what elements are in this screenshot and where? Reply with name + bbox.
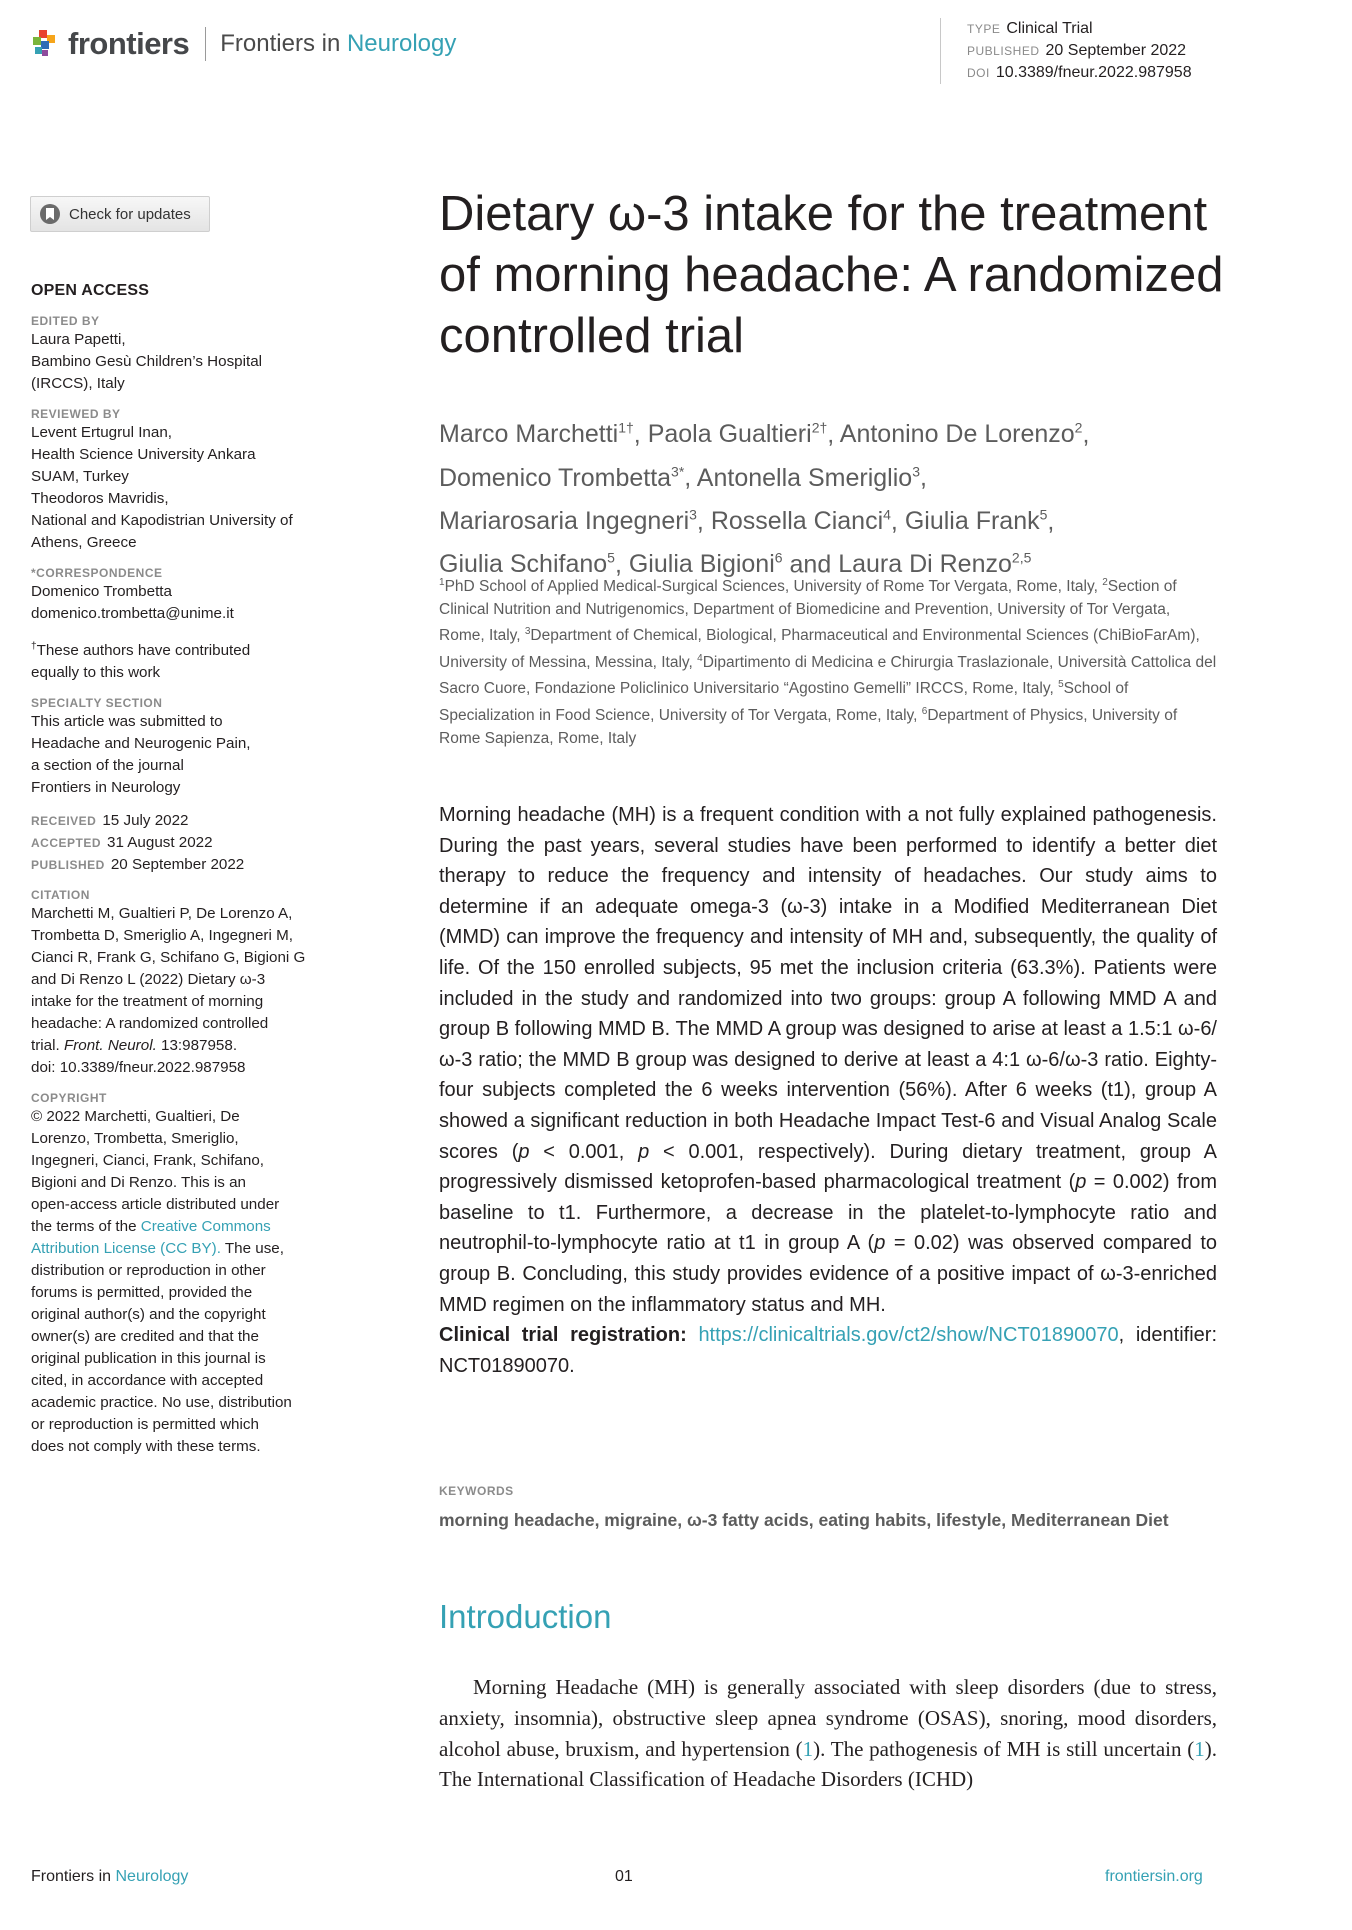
editor-line: (IRCCS), Italy (31, 375, 125, 392)
correspondence-section (31, 565, 351, 625)
sidebar (31, 280, 351, 1469)
reviewed-by-label: REVIEWED BY (31, 407, 121, 421)
introduction-text: Morning Headache (MH) is generally associated with sleep disorders (due to stress, anxiety, insomnia), obstructive sleep apnea syndrome (OSAS), snoring, mood disorders, alcohol abuse, bruxism, and hypertension (1). The pathogenesis of MH is still uncertain (1). The International Classification of Headache Disorders (ICHD) (439, 1675, 1217, 1792)
bookmark-refresh-icon (39, 203, 61, 225)
footer-journal[interactable]: Frontiers in Neurology (31, 1868, 189, 1885)
author[interactable]: Domenico Trombetta$^{3*}$ (439, 463, 685, 492)
correspondence-email[interactable]: domenico.trombetta@unime.it (31, 605, 234, 622)
reference-link[interactable]: 1 (802, 1736, 814, 1761)
reviewer-line: Health Science University Ankara (31, 446, 256, 463)
contribution-note: †These authors have contributed equally to this work (31, 641, 251, 682)
journal-header (30, 26, 456, 62)
author[interactable]: Paola Gualtieri$^{2\dagger}$ (647, 420, 828, 449)
copyright-section: COPYRIGHT © 2022 Marchetti, Gualtieri, De Lorenzo, Trombetta, Smeriglio, Ingegneri, Cianci, Frank, Schifano, Bigioni and Di Renzo. This is an open-access article distributed under the terms of the Creative Commons Attribution License (CC BY). The use, distribution or reproduction in other forums is permitted, provided the original author(s) and the copyright owner(s) are credited and that the original publication in this journal is cited, in accordance with accepted academic practice. No use, distribution or reproduction is permitted which does not comply with these terms. (31, 1090, 351, 1458)
reviewer-line: Levent Ertugrul Inan, (31, 424, 172, 441)
editor-line: Bambino Gesù Children’s Hospital (31, 353, 263, 370)
copyright-label: COPYRIGHT (31, 1091, 107, 1106)
reviewer-line: Theodoros Mavridis, (31, 490, 169, 507)
edited-by-section (31, 313, 351, 395)
specialty-section: SPECIALTY SECTION This article was submitted to Headache and Neurogenic Pain, a section of the journal Frontiers in Neurology (31, 695, 351, 799)
reviewer-line: SUAM, Turkey (31, 468, 129, 485)
keywords-label: KEYWORDS (439, 1484, 514, 1498)
author[interactable]: Antonino De Lorenzo$^2$ (839, 420, 1083, 449)
edited-by-label: EDITED BY (31, 314, 100, 328)
article-title: Dietary ω-3 intake for the treatment of morning headache: A randomized controlled trial (439, 187, 1224, 363)
author-list: Marco Marchetti$^{1\dagger}$, Paola Gualtieri$^{2\dagger}$, Antonino De Lorenzo$^2$, Domenico Trombetta$^{3*}$, Antonella Smeriglio$^3$, Mariarosaria Ingegneri$^3$, Rossella Cianci$^4$, Giulia Frank$^5$, Giulia Schifano$^5$, Giulia Bigioni$^6$ and Laura Di Renzo$^{2,5}$ (439, 420, 1090, 579)
author[interactable]: Marco Marchetti$^{1\dagger}$ (439, 420, 634, 449)
article-published: PUBLISHED 20 September 2022 (967, 42, 1187, 59)
keywords: morning headache, migraine, ω-3 fatty acids, eating habits, lifestyle, Mediterranean Diet (439, 1510, 1169, 1530)
frontiers-logo-text[interactable]: frontiers (68, 26, 190, 61)
journal-name[interactable]: Frontiers in Neurology (220, 30, 457, 57)
reviewer-line: National and Kapodistrian University of (31, 512, 293, 529)
author[interactable]: Giulia Schifano$^5$ (439, 549, 615, 579)
published-date: PUBLISHED 20 September 2022 (31, 856, 245, 874)
author[interactable]: Antonella Smeriglio$^3$ (696, 463, 920, 492)
cc-license-link[interactable]: Attribution License (CC BY). (31, 1240, 221, 1258)
open-access-label: OPEN ACCESS (31, 282, 150, 299)
author[interactable]: Giulia Frank$^5$ (904, 506, 1048, 535)
page-number: 01 (615, 1868, 633, 1885)
citation-label: CITATION (31, 888, 90, 903)
specialty-label: SPECIALTY SECTION (31, 696, 163, 711)
abstract: Morning headache (MH) is a frequent condition with a not fully explained pathogenesis. During the past years, several studies have been performed to identify a better diet therapy to reduce the frequency and intensity of headaches. Our study aims to determine if an adequate omega-3 (ω-3) intake in a Modified Mediterranean Diet (MMD) can improve the frequency and intensity of MH and, subsequently, the quality of life. Of the 150 enrolled subjects, 95 met the inclusion criteria (63.3%). Patients were included in the study and randomized into two groups: group A following MMD A and group B following MMD B. The MMD A group was designed to arise at least a 1.5:1 ω-6/ω-3 ratio; the MMD B group was designed to derive at least a 4:1 ω-6/ω-3 ratio. Eighty-four subjects completed the 6 weeks intervention (56%). After 6 weeks (t1), group A showed a significant reduction in both Headache Impact Test-6 and Visual Analog Scale scores (p < 0.001, p < 0.001, respectively). During dietary treatment, group A progressively dismissed ketoprofen-based pharmacological treatment (p = 0.002) from baseline to t1. Furthermore, a decrease in the platelet-to-lymphocyte ratio and neutrophil-to-lymphocyte ratio at t1 in group A (p = 0.02) was observed compared to group B. Concluding, this study provides evidence of a positive impact of ω-3-enriched MMD regimen on the inflammatory status and MH. Clinical trial registration: https://clinicaltrials.gov/ct2/show/NCT01890070, identifier: NCT01890070. (439, 804, 1218, 1377)
dates-section (31, 810, 351, 876)
article-meta (940, 18, 1192, 84)
frontiers-logo-icon (30, 29, 60, 59)
citation-doi[interactable]: doi: 10.3389/fneur.2022.987958 (31, 1059, 246, 1077)
author[interactable]: Mariarosaria Ingegneri$^3$ (439, 506, 697, 535)
correspondence-label: *CORRESPONDENCE (31, 566, 163, 580)
cc-license-link[interactable]: Creative Commons (140, 1218, 271, 1236)
author[interactable]: Rossella Cianci$^4$ (710, 506, 891, 535)
reference-link[interactable]: 1 (1194, 1736, 1205, 1761)
reviewed-by-section (31, 406, 351, 554)
received-date: RECEIVED 15 July 2022 (31, 812, 189, 830)
footer-site-link[interactable]: frontiersin.org (1105, 1868, 1203, 1885)
introduction-heading: Introduction (439, 1598, 612, 1635)
check-for-updates-label: Check for updates (69, 205, 191, 223)
check-for-updates-button[interactable] (30, 196, 210, 232)
reviewer-line: Athens, Greece (31, 534, 137, 551)
article-type: TYPE Clinical Trial (967, 20, 1093, 37)
header-divider (205, 27, 206, 61)
trial-registration-label: Clinical trial registration: (439, 1324, 687, 1347)
citation-section: CITATION Marchetti M, Gualtieri P, De Lorenzo A, Trombetta D, Smeriglio A, Ingegneri M, Cianci R, Frank G, Schifano G, Bigioni G and Di Renzo L (2022) Dietary ω-3 intake for the treatment of morning headache: A randomized controlled trial. Front. Neurol. 13:987958. doi: 10.3389/fneur.2022.987958 (31, 887, 351, 1079)
author[interactable]: Laura Di Renzo$^{2,5}$ (838, 549, 1032, 579)
affiliations: $^1$PhD School of Applied Medical-Surgical Sciences, University of Rome Tor Vergata, Rome, Italy, $^2$Section of Clinical Nutrition and Nutrigenomics, Department of Biomedicine and Prevention, University of Tor Vergata, Rome, Italy, $^3$Department of Chemical, Biological, Pharmaceutical and Environmental Sciences (ChiBioFarAm), University of Messina, Messina, Italy, $^4$Dipartimento di Medicina e Chirurgia Traslazionale, Università Cattolica del Sacro Cuore, Fondazione Policlinico Universitario “Agostino Gemelli” IRCCS, Rome, Italy, $^5$School of Specialization in Food Science, University of Tor Vergata, Rome, Italy, $^6$Department of Physics, University of Rome Sapienza, Rome, Italy (439, 577, 1217, 747)
trial-registration-link[interactable]: https://clinicaltrials.gov/ct2/show/NCT01890070 (698, 1324, 1119, 1347)
accepted-date: ACCEPTED 31 August 2022 (31, 834, 213, 852)
correspondence-name: Domenico Trombetta (31, 583, 172, 600)
author[interactable]: Giulia Bigioni$^6$ (628, 549, 783, 579)
article-doi[interactable]: DOI 10.3389/fneur.2022.987958 (967, 64, 1192, 81)
editor-line: Laura Papetti, (31, 331, 126, 348)
